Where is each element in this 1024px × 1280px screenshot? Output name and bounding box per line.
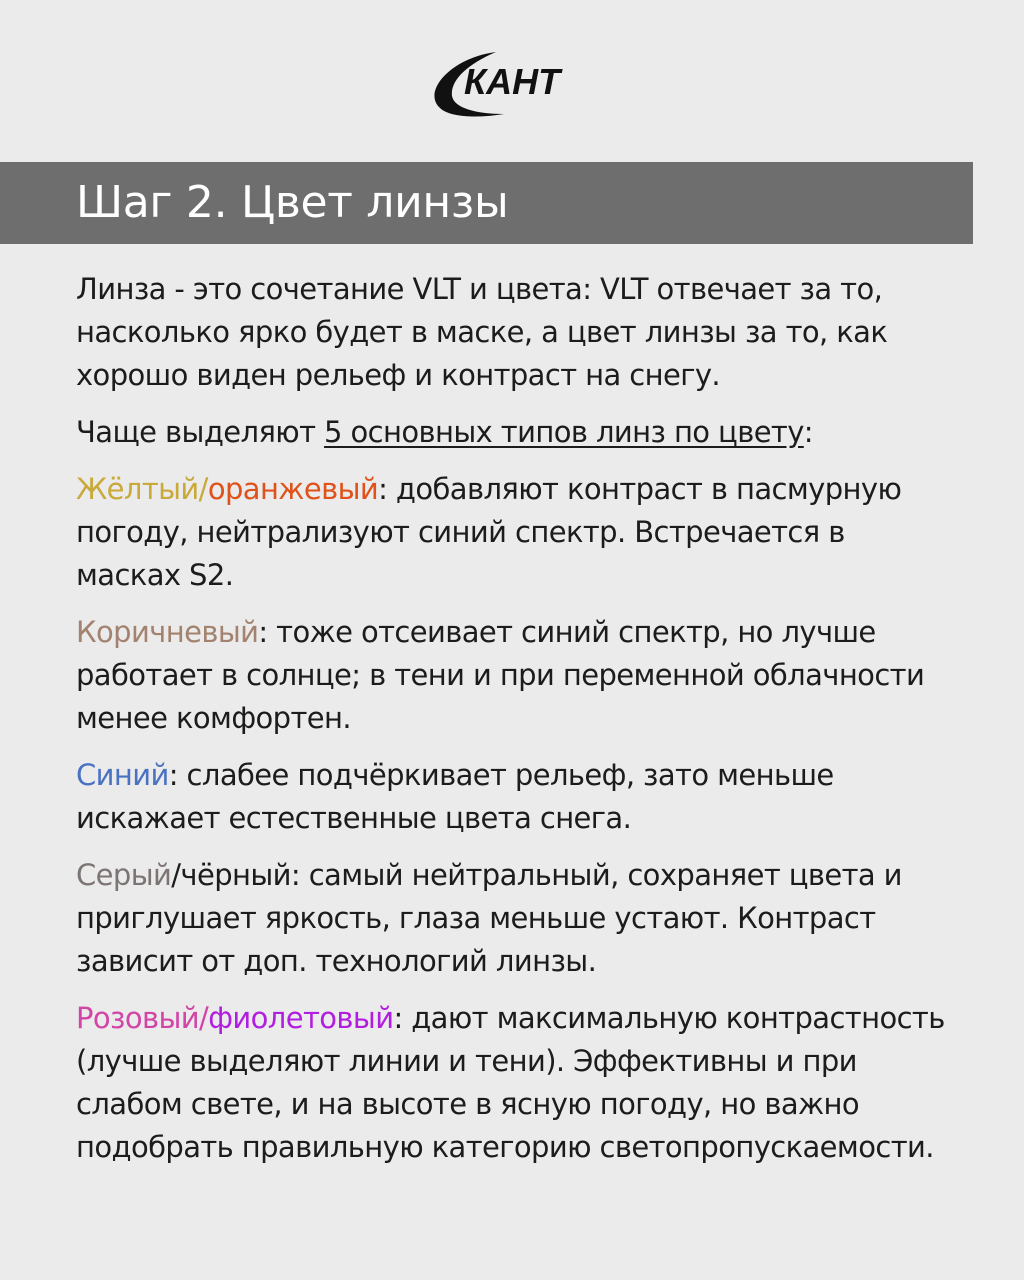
lead-prefix: Чаще выделяют: [76, 415, 325, 449]
lens-color-yellow: Жёлтый: [76, 472, 199, 506]
lens-color-violet: фиолетовый: [208, 1001, 394, 1035]
lens-color-orange: оранжевый: [207, 472, 379, 506]
separator: /: [199, 1001, 209, 1035]
lens-color-brown: Коричневый: [76, 615, 259, 649]
lens-type-yellow-orange: [76, 468, 956, 597]
title-bar: [0, 162, 973, 244]
intro-paragraph: Линза - это сочетание VLT и цвета: VLT отвечает за то, насколько ярко будет в маске, а цвет линзы за то, как хорошо виден рельеф и контраст на снегу.: [76, 272, 888, 392]
lead-suffix: :: [803, 415, 813, 449]
lens-description: : тоже отсеивает синий спектр, но лучше работает в солнце; в тени и при переменной облачности менее комфортен.: [76, 615, 925, 735]
lead-underlined: 5 основных типов линз по цвету: [324, 415, 804, 449]
lens-type-gray-black: [76, 854, 956, 983]
lens-type-brown: [76, 611, 956, 740]
brand-logo: [430, 48, 600, 120]
lens-color-pink: Розовый: [76, 1001, 200, 1035]
lens-description: : слабее подчёркивает рельеф, зато меньше искажает естественные цвета снега.: [76, 758, 834, 835]
logo-text: КАНТ: [464, 61, 561, 102]
lens-description: : дают максимальную контрастность (лучше выделяют линии и тени). Эффективны и при слабом свете, и на высоте в ясную погоду, но важно подобрать правильную категорию светопропускаемости.: [76, 1001, 945, 1164]
lens-description: /чёрный: самый нейтральный, сохраняет цвета и приглушает яркость, глаза меньше устают. Контраст зависит от доп. технологий линзы.: [76, 858, 902, 978]
page-title: Шаг 2. Цвет линзы: [76, 177, 509, 228]
lens-type-pink-violet: [76, 997, 956, 1169]
swoosh-logo-icon: [430, 48, 600, 120]
lens-type-blue: [76, 754, 956, 840]
lens-color-gray: Серый: [76, 858, 172, 892]
lead-paragraph: [76, 411, 956, 454]
lens-color-blue: Синий: [76, 758, 169, 792]
separator: /: [198, 472, 208, 506]
lens-description: : добавляют контраст в пасмурную погоду, нейтрализуют синий спектр. Встречается в масках S2.: [76, 472, 902, 592]
article-body: [76, 268, 956, 1183]
